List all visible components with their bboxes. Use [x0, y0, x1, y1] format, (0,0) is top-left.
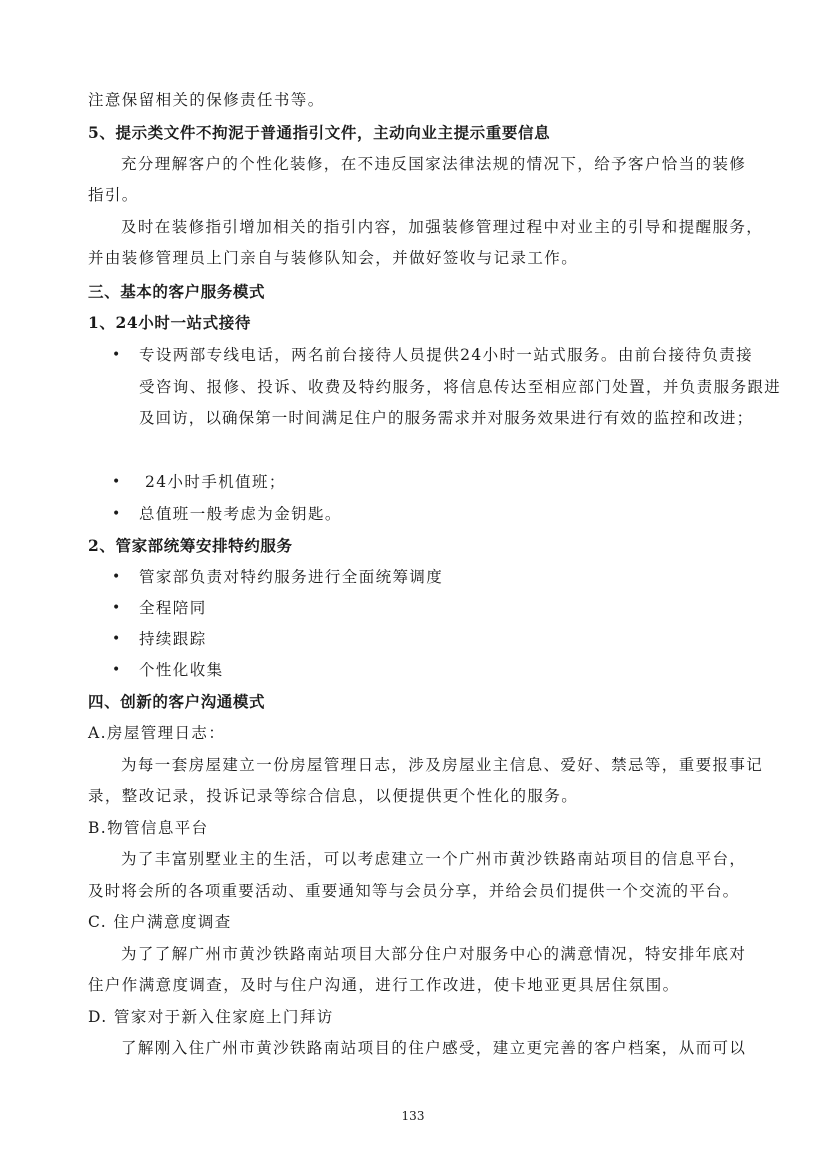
bullet-icon: • — [112, 631, 121, 647]
bullet-icon: • — [112, 569, 121, 585]
list-item: 个性化收集 — [139, 661, 224, 679]
bullet-icon: • — [112, 662, 121, 678]
text-line: 及时在装修指引增加相关的指引内容，加强装修管理过程中对业主的引导和提醒服务， — [121, 218, 764, 236]
text-line: 及时将会所的各项重要活动、重要通知等与会员分享，并给会员们提供一个交流的平台。 — [88, 882, 740, 900]
section-heading: 2、管家部统筹安排特约服务 — [88, 536, 293, 555]
list-item: 总值班一般考虑为金钥匙。 — [139, 505, 342, 523]
subsection-label: C. 住户满意度调查 — [88, 913, 232, 931]
text-line: 注意保留相关的保修责任书等。 — [88, 91, 325, 109]
bullet-icon: • — [112, 600, 121, 616]
text-line: 为每一套房屋建立一份房屋管理日志，涉及房屋业主信息、爱好、禁忌等，重要报事记 — [121, 756, 764, 774]
section-heading: 5、提示类文件不拘泥于普通指引文件，主动向业主提示重要信息 — [88, 123, 551, 142]
text-line: 指引。 — [88, 186, 139, 204]
bullet-icon: • — [112, 506, 121, 522]
subsection-label: D. 管家对于新入住家庭上门拜访 — [88, 1008, 334, 1026]
text-line: 了解刚入住广州市黄沙铁路南站项目的住户感受，建立更完善的客户档案，从而可以 — [121, 1039, 747, 1057]
list-item: 全程陪同 — [139, 599, 207, 617]
subsection-label: A.房屋管理日志： — [88, 724, 226, 742]
text-line: 及回访，以确保第一时间满足住户的服务需求并对服务效果进行有效的监控和改进； — [139, 409, 754, 427]
text-line: 为了丰富别墅业主的生活，可以考虑建立一个广州市黄沙铁路南站项目的信息平台， — [121, 850, 747, 868]
bullet-icon: • — [112, 347, 121, 363]
list-item: 管家部负责对特约服务进行全面统筹调度 — [139, 568, 444, 586]
text-line: 住户作满意度调查，及时与住户沟通，进行工作改进，使卡地亚更具居住氛围。 — [88, 976, 680, 994]
section-heading: 三、基本的客户服务模式 — [88, 282, 266, 301]
bullet-icon: • — [112, 474, 121, 490]
text-line: 受咨询、报修、投诉、收费及特约服务，将信息传达至相应部门处置，并负责服务跟进 — [139, 378, 782, 396]
text-line: 录，整改记录，投诉记录等综合信息，以便提供更个性化的服务。 — [88, 787, 579, 805]
text-line: 充分理解客户的个性化装修，在不违反国家法律法规的情况下，给予客户恰当的装修 — [121, 155, 747, 173]
section-heading: 1、24小时一站式接待 — [88, 313, 251, 332]
text-line: 为了了解广州市黄沙铁路南站项目大部分住户对服务中心的满意情况，特安排年底对 — [121, 945, 747, 963]
list-item: 专设两部专线电话，两名前台接待人员提供24小时一站式服务。由前台接待负责接 — [139, 346, 754, 364]
list-item: 24小时手机值班； — [145, 473, 286, 491]
subsection-label: B.物管信息平台 — [88, 819, 209, 837]
page-number: 133 — [401, 1109, 425, 1123]
text-line: 并由装修管理员上门亲自与装修队知会，并做好签收与记录工作。 — [88, 249, 579, 267]
list-item: 持续跟踪 — [139, 630, 207, 648]
section-heading: 四、创新的客户沟通模式 — [88, 692, 266, 711]
